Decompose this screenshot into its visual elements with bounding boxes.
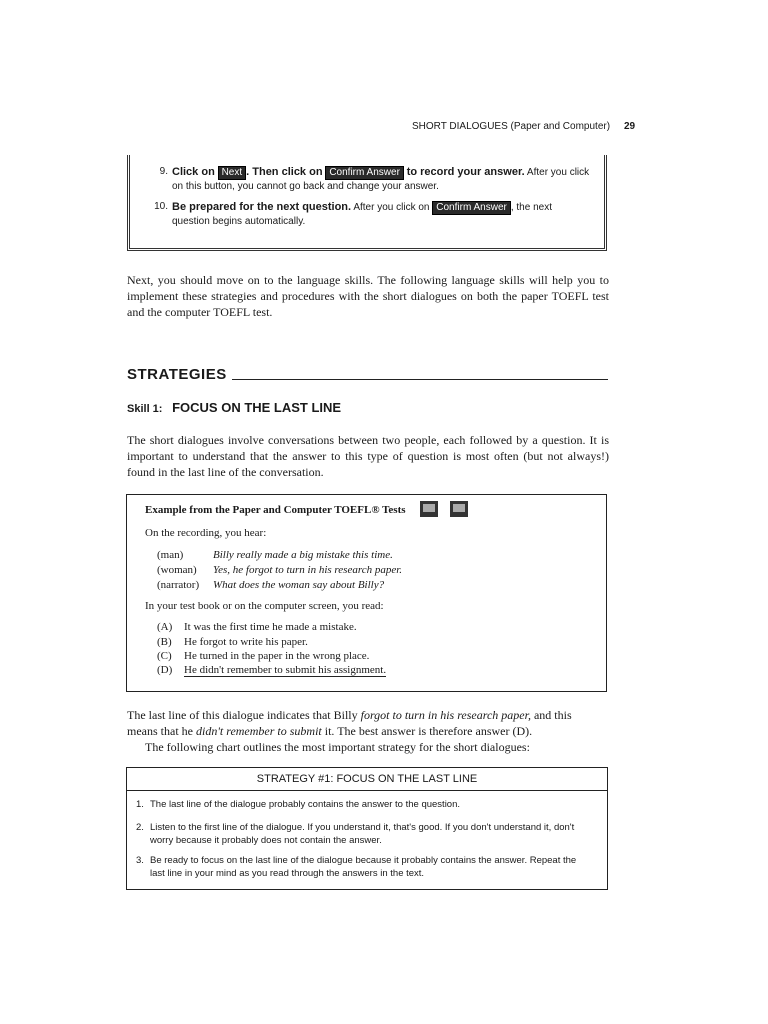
item-number: 1. [136,799,144,810]
explanation-text: The last line of this dialogue indicates that Billy [127,708,358,722]
strategy-item [136,798,596,811]
dialogue-text: Yes, he forgot to turn in his research paper. [213,564,403,576]
item-text: Listen to the first line of the dialogue. If you understand it, that's good. If you don't understand it, don't worry because it probably does not contain the answer. [150,822,575,846]
item-number: 3. [136,855,144,866]
step-9 [150,165,590,194]
step-text: After you click on this button, you cannot go back and change your answer. [172,167,590,192]
option-text: He forgot to write his paper. [184,636,308,648]
computer-test-icon [450,501,468,517]
answer-option [157,650,369,662]
option-label: (C) [157,650,172,662]
instructions-box [127,155,607,251]
option-label: (A) [157,621,173,633]
explanation-line-1 [127,707,609,723]
option-text: He didn't remember to submit his assignment. [184,664,387,676]
speaker: (woman) [157,564,197,576]
item-text: Be ready to focus on the last line of the dialogue because it probably contains the answer. Repeat the last line in your mind as you read through the answers in the text. [150,855,577,879]
strategy-title: STRATEGY #1: FOCUS ON THE LAST LINE [256,773,478,785]
next-button-image: Next [218,166,247,180]
strategy-item [136,821,596,847]
dialogue-line [157,579,384,591]
running-head: SHORT DIALOGUES (Paper and Computer) [412,121,611,132]
dialogue-line [157,549,393,561]
hear-label: On the recording, you hear: [145,527,267,539]
explanation-line-3: The following chart outlines the most important strategy for the short dialogues: [145,740,530,754]
answer-option [157,621,357,633]
option-label: (B) [157,636,172,648]
skill-paragraph: The short dialogues involve conversations between two people, each followed by a question. It is important to understand that the answer to this type of question is most often (but not always!) found in the last line of the conversation. [127,433,609,479]
read-label: In your test book or on the computer screen, you read: [145,600,384,612]
step-text: to record your answer. [406,166,525,178]
option-label: (D) [157,664,173,676]
speaker: (narrator) [157,579,200,591]
skill-heading [127,400,341,415]
explanation-text: means that he [127,724,193,738]
explanation-text: and this [533,708,572,722]
step-text: Be prepared for the next question. [172,201,352,213]
format-icons [420,500,476,518]
example-title: Example from the Paper and Computer TOEFL® Tests [145,504,406,516]
option-text: He turned in the paper in the wrong place. [184,650,370,662]
step-number: 10. [154,201,168,212]
answer-option [157,636,308,648]
strategy-item [136,854,596,880]
paper-test-icon [420,501,438,517]
explanation-italic: didn't remember to submit [195,724,322,738]
item-number: 2. [136,822,144,833]
item-text: The last line of the dialogue probably contains the answer to the question. [150,799,461,810]
step-text: Click on [172,166,215,178]
skill-title: FOCUS ON THE LAST LINE [172,400,342,415]
answer-option [157,664,386,676]
page-number: 29 [624,121,636,132]
heading-rule [232,379,608,380]
dialogue-text: What does the woman say about Billy? [213,579,385,591]
confirm-answer-button-image: Confirm Answer [325,166,404,180]
speaker: (man) [157,549,184,561]
option-text: It was the first time he made a mistake. [184,621,357,633]
step-10 [150,200,590,229]
confirm-answer-button-image: Confirm Answer [432,201,511,215]
strategy-title-rule [127,790,607,791]
strategies-heading: STRATEGIES [127,366,227,383]
explanation-line-2 [127,723,609,739]
step-text: After you click on [353,202,430,213]
step-text: , the next question begins automatically. [172,202,552,227]
example-box [126,494,607,692]
explanation-italic: forgot to turn in his research paper, [360,708,531,722]
dialogue-text: Billy really made a big mistake this time. [213,549,393,561]
step-number: 9. [159,166,168,177]
dialogue-line [157,564,402,576]
explanation-text: it. The best answer is therefore answer (D). [324,724,533,738]
intro-paragraph: Next, you should move on to the language skills. The following language skills will help you to implement these strategies and procedures with the short dialogues on both the paper TOEFL test and the computer TOEFL test. [127,273,609,319]
step-text: . Then click on [246,166,323,178]
skill-label: Skill 1: [127,403,163,415]
